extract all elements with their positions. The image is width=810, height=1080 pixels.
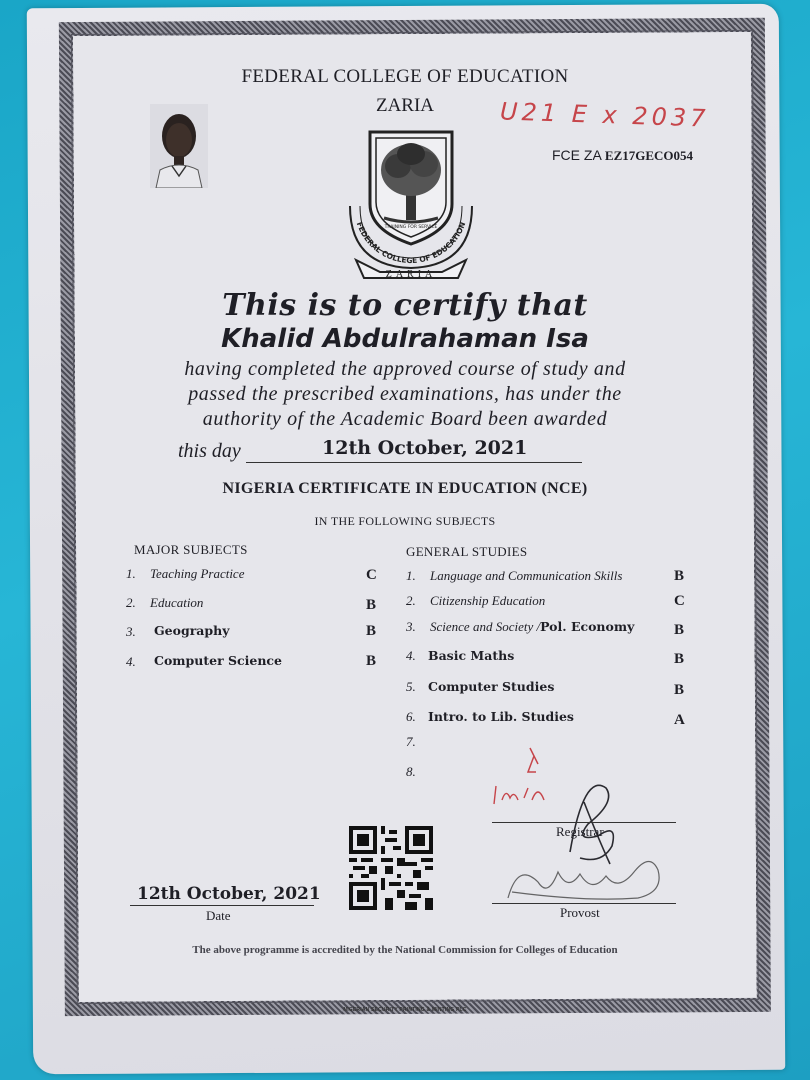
general-grade-3: B — [674, 622, 685, 638]
general-num-2: 2. — [406, 593, 416, 608]
general-grade-5: B — [674, 682, 685, 698]
major-num-4: 4. — [126, 654, 136, 669]
award-date: 12th October, 2021 — [322, 437, 528, 459]
body-line-3: authority of the Academic Board been awarded — [202, 408, 608, 430]
student-photo — [150, 104, 208, 188]
general-num-5: 5. — [406, 679, 416, 694]
date-label: Date — [206, 908, 231, 923]
crest-ring-text: FEDERAL COLLEGE OF EDUCATION — [354, 220, 468, 266]
printer-imprint: NIGERIAN SECURITY PRINTING & MINTING PLC — [343, 1007, 467, 1013]
recipient-name: Khalid Abdulrahaman Isa — [221, 324, 589, 354]
general-subject-5: Computer Studies — [428, 679, 555, 694]
provost-label: Provost — [560, 905, 600, 920]
general-num-7: 7. — [406, 734, 416, 749]
major-subject-1: Teaching Practice — [150, 566, 245, 581]
major-subjects-heading: MAJOR SUBJECTS — [134, 542, 248, 557]
cert-prefix: FCE ZA — [552, 147, 602, 163]
general-grade-4: B — [674, 651, 685, 667]
college-crest — [340, 126, 482, 286]
provost-line — [492, 903, 676, 904]
award-date-line — [246, 462, 582, 463]
crest-motto: TRAINING FOR SERVICE — [384, 225, 438, 230]
general-subject-4: Basic Maths — [428, 648, 515, 663]
general-subject-6: Intro. to Lib. Studies — [428, 709, 574, 724]
general-num-6: 6. — [406, 709, 416, 724]
general-subject-3-printed: Science and Society / — [430, 619, 541, 634]
major-num-3: 3. — [126, 624, 136, 639]
college-name: FEDERAL COLLEGE OF EDUCATION — [241, 66, 569, 87]
general-num-1: 1. — [406, 568, 416, 583]
major-grade-4: B — [366, 653, 377, 669]
date-line — [130, 905, 314, 906]
general-grade-6: A — [674, 712, 685, 728]
this-day-label: this day — [178, 440, 241, 462]
subjects-heading: IN THE FOLLOWING SUBJECTS — [314, 514, 496, 528]
registrar-label: Registrar — [556, 824, 604, 839]
general-num-4: 4. — [406, 648, 416, 663]
certificate-title: NIGERIA CERTIFICATE IN EDUCATION (NCE) — [222, 480, 588, 497]
general-subject-3 — [430, 619, 634, 635]
general-subject-2: Citizenship Education — [430, 593, 546, 608]
major-grade-2: B — [366, 597, 377, 613]
issue-date: 12th October, 2021 — [137, 884, 321, 904]
major-num-2: 2. — [126, 595, 136, 610]
general-subject-1: Language and Communication Skills — [430, 568, 623, 583]
major-grade-1: C — [366, 567, 377, 583]
body-line-1: having completed the approved course of study and — [184, 358, 626, 380]
cert-serial: EZ17GECO054 — [604, 148, 694, 163]
certify-heading: This is to certify that — [222, 288, 588, 323]
general-subject-3-handwritten: Pol. Economy — [540, 619, 635, 634]
registrar-line — [492, 822, 676, 823]
major-num-1: 1. — [126, 566, 136, 581]
general-grade-1: B — [674, 568, 685, 584]
accreditation-note: The above programme is accredited by the National Commission for Colleges of Education — [192, 944, 618, 956]
handwritten-code: U21 E x 2037 — [499, 97, 710, 133]
body-line-2: passed the prescribed examinations, has under the — [188, 383, 622, 405]
general-studies-heading: GENERAL STUDIES — [406, 544, 528, 559]
general-num-3: 3. — [406, 619, 416, 634]
major-subject-4: Computer Science — [154, 653, 282, 668]
crest-banner: ZARIA — [385, 269, 437, 280]
general-grade-2: C — [674, 593, 685, 609]
general-num-8: 8. — [406, 764, 416, 779]
major-grade-3: B — [366, 623, 377, 639]
certificate-number — [552, 147, 693, 164]
qr-code — [349, 826, 433, 910]
major-subject-2: Education — [150, 595, 204, 610]
college-town: ZARIA — [375, 95, 435, 116]
major-subject-3: Geography — [154, 623, 230, 638]
